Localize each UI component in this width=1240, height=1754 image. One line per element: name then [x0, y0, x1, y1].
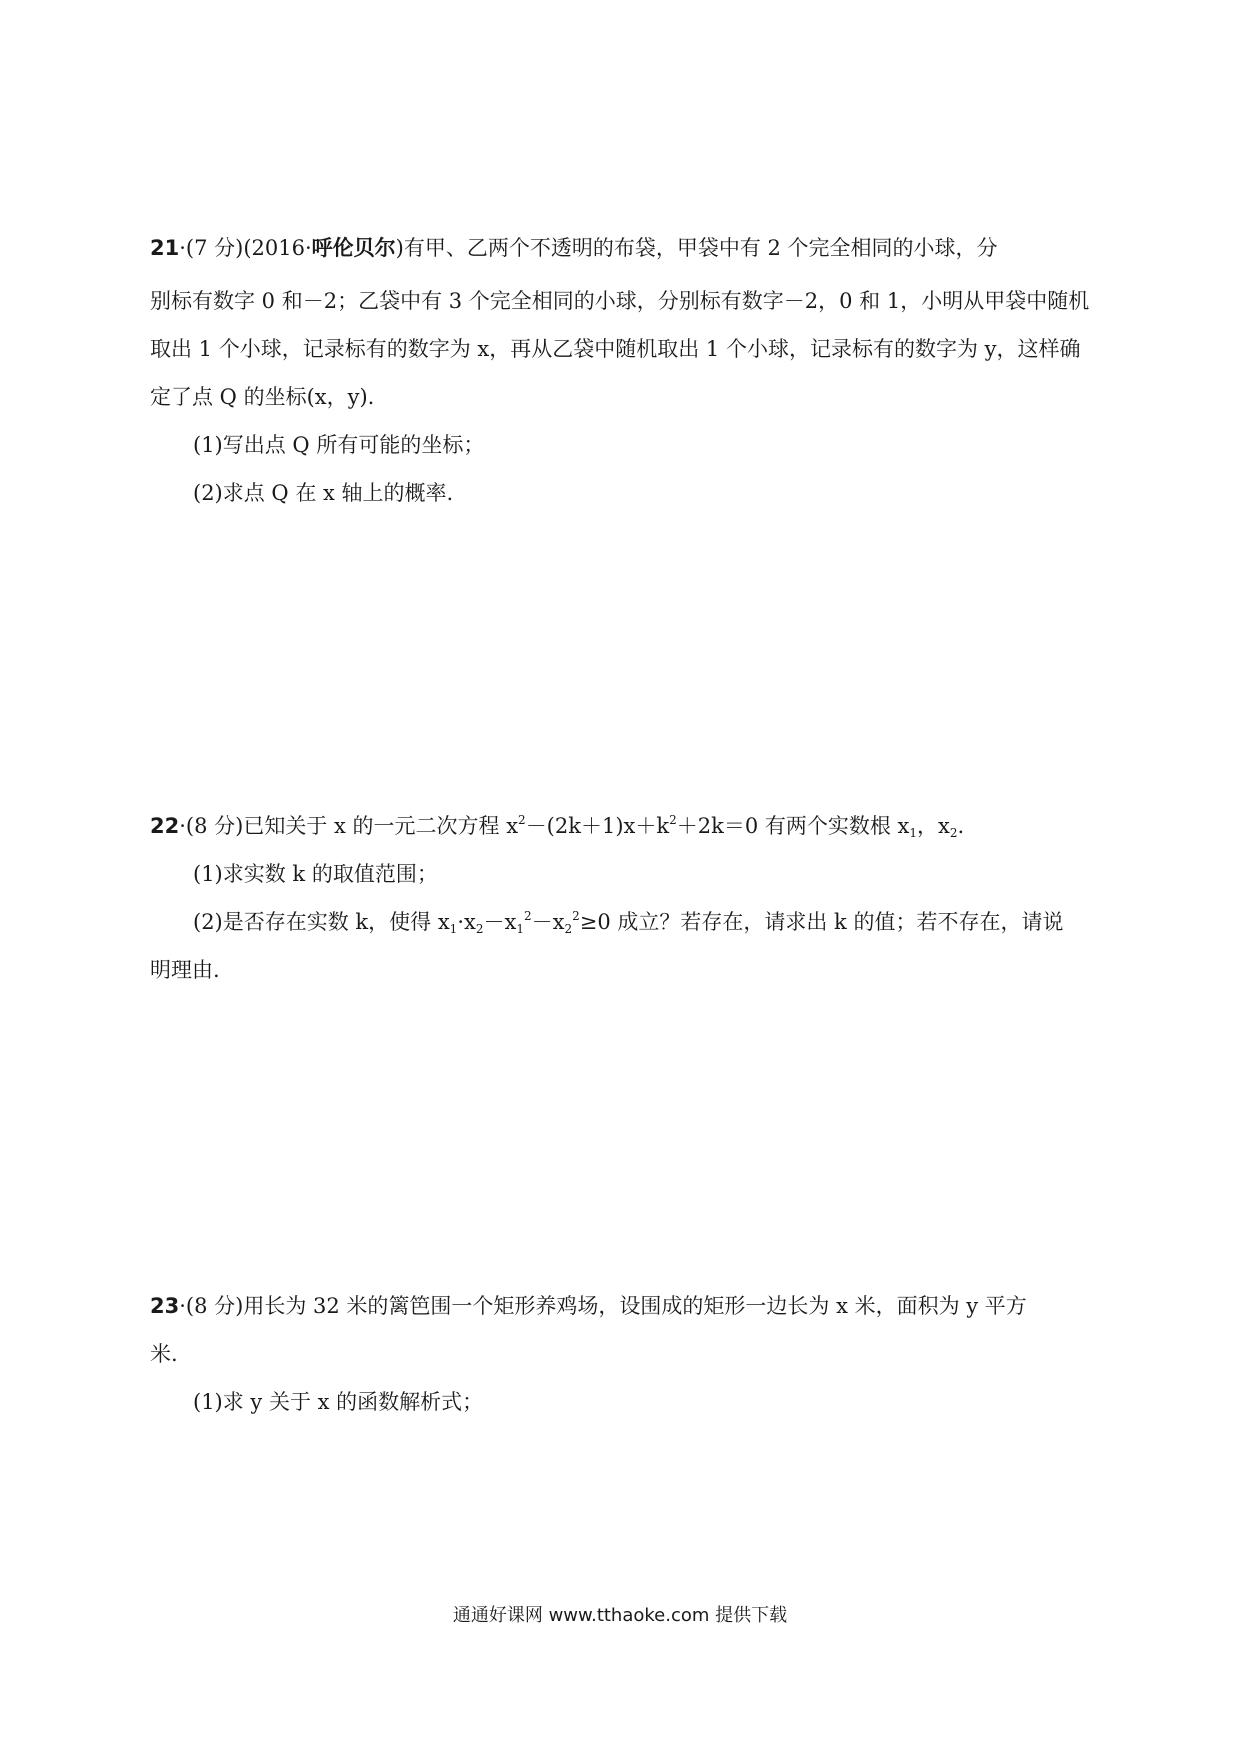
- q22-p2-sub-3: 1: [516, 922, 524, 936]
- q22-comma: ，x: [917, 814, 950, 838]
- q22-p2-sub-1: 1: [449, 922, 458, 936]
- q21-line-2: 别标有数字 0 和－2；乙袋中有 3 个完全相同的小球，分别标有数字－2，0 和 1，小明从甲袋中随机: [150, 289, 1090, 313]
- q21-part-2: (2)求点 Q 在 x 轴上的概率.: [193, 481, 454, 505]
- q22-p2-a: (2)是否存在实数 k，使得 x: [193, 910, 450, 934]
- q22-sub-1: 1: [909, 826, 918, 840]
- q22-number: 22: [150, 814, 180, 838]
- q23-number: 23: [150, 1294, 180, 1318]
- q23-line-1: [150, 1292, 1027, 1320]
- q22-p2-b: ·x: [457, 910, 476, 934]
- q22-head: ·(8 分)已知关于 x 的一元二次方程 x: [179, 814, 519, 838]
- q22-line-1: [150, 812, 964, 840]
- q21-line-3: 取出 1 个小球，记录标有的数字为 x，再从乙袋中随机取出 1 个小球，记录标有的数字为 y，这样确: [150, 337, 1081, 361]
- q21-line-4: 定了点 Q 的坐标(x，y).: [150, 385, 375, 409]
- q21-line-1-text: )有甲、乙两个不透明的布袋，甲袋中有 2 个完全相同的小球，分: [395, 236, 998, 260]
- q22-exp-x: 2: [518, 813, 526, 827]
- q22-part-2: [193, 908, 1063, 936]
- q22-mid-1: －(2k＋1)x＋k: [525, 814, 670, 838]
- q22-p2-e: ≥0 成立？若存在，请求出 k 的值；若不存在，请说: [579, 910, 1064, 934]
- q22-mid-2: ＋2k＝0 有两个实数根 x: [676, 814, 910, 838]
- q22-exp-k: 2: [669, 813, 677, 827]
- q22-p2-sub-4: 2: [564, 922, 573, 936]
- q22-part-2-line-2: 明理由.: [150, 958, 220, 982]
- q21-source: 呼伦贝尔: [311, 236, 396, 260]
- q21-head: ·(7 分)(2016·: [179, 236, 312, 260]
- q22-end: .: [957, 814, 965, 838]
- q22-p2-exp-2: 2: [572, 909, 580, 923]
- q22-p2-c: －x: [483, 910, 517, 934]
- q21-part-1: (1)写出点 Q 所有可能的坐标；: [193, 433, 485, 457]
- q21-line-1: [150, 234, 998, 262]
- q22-sub-2: 2: [949, 826, 958, 840]
- q23-part-1: (1)求 y 关于 x 的函数解析式；: [193, 1390, 484, 1414]
- q21-number: 21: [150, 236, 180, 260]
- q22-p2-exp-1: 2: [523, 909, 532, 923]
- q23-line-1-text: ·(8 分)用长为 32 米的篱笆围一个矩形养鸡场，设围成的矩形一边长为 x 米，面积为 y 平方: [179, 1294, 1027, 1318]
- q22-part-1: (1)求实数 k 的取值范围；: [193, 862, 438, 886]
- page-footer: 通通好课网 www.tthaoke.com 提供下载: [452, 1605, 788, 1626]
- q22-p2-d: －x: [531, 910, 565, 934]
- q23-line-2: 米.: [150, 1342, 178, 1366]
- q22-p2-sub-2: 2: [475, 922, 484, 936]
